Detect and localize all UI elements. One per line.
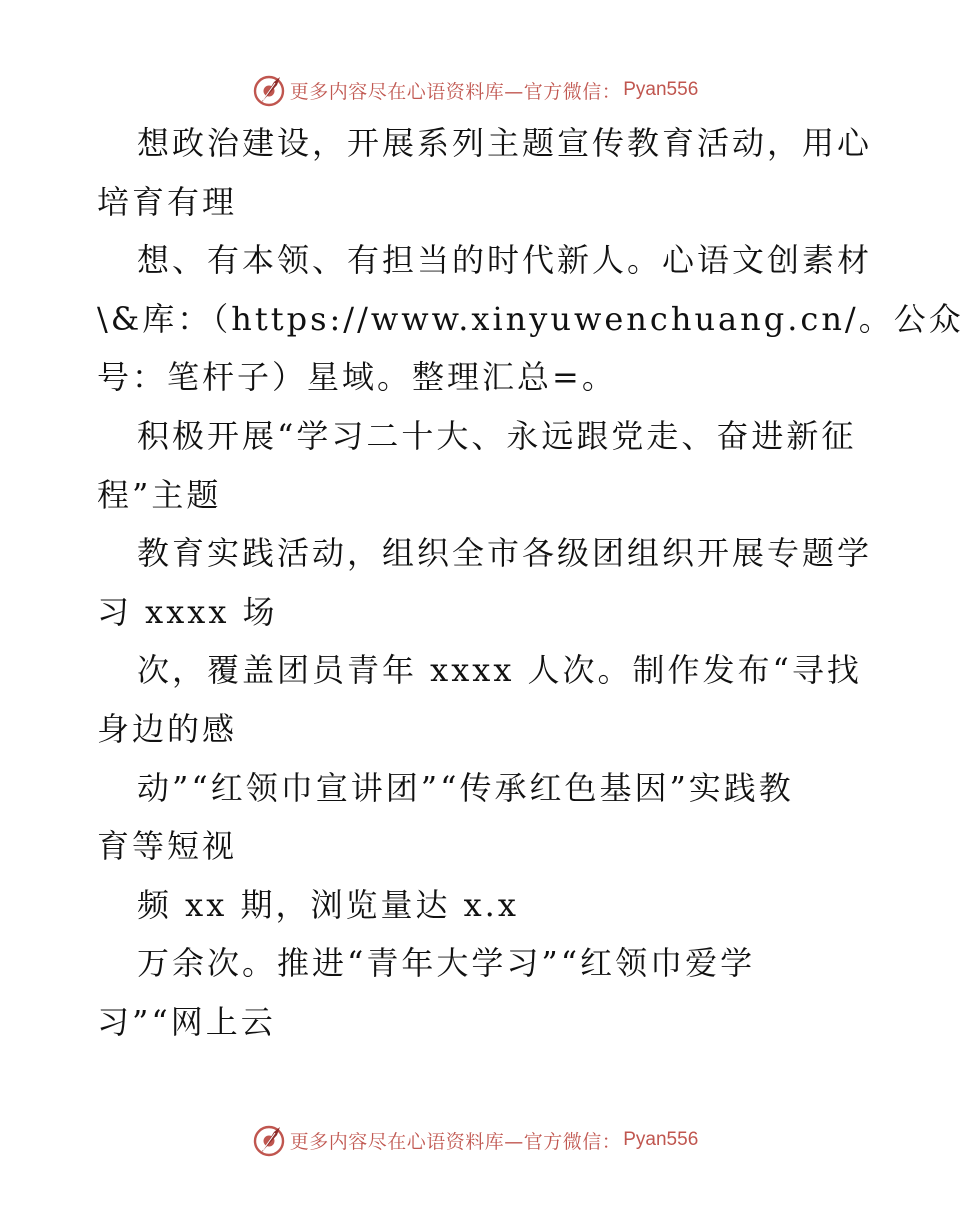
body-line: 习 xxxx 场	[97, 592, 278, 631]
body-line: 教育实践活动，组织全市各级团组织开展专题学	[137, 534, 873, 573]
body-line: 身边的感	[97, 709, 238, 748]
body-line: 培育有理	[97, 182, 238, 221]
body-line: 程”主题	[97, 475, 222, 514]
body-line: \&库：（https://www.xinyuwenchuang.cn/。公众	[97, 299, 964, 338]
header-wechat-id: Pyan556	[623, 79, 699, 100]
body-line: 频 xx 期，浏览量达 x.x	[137, 885, 519, 924]
quill-circle-logo-icon	[252, 73, 286, 107]
body-line: 想、有本领、有担当的时代新人。心语文创素材	[137, 241, 873, 280]
footer-banner-text: 更多内容尽在心语资料库—官方微信：	[289, 1130, 622, 1153]
body-line: 动”“红领巾宣讲团”“传承红色基因”实践教	[137, 768, 794, 807]
footer-watermark-banner	[0, 1122, 950, 1158]
document-body	[97, 114, 964, 1052]
body-line: 习”“网上云	[97, 1002, 276, 1041]
body-line: 想政治建设，开展系列主题宣传教育活动，用心	[137, 124, 873, 162]
body-line: 育等短视	[97, 827, 238, 866]
body-line: 次，覆盖团员青年 xxxx 人次。制作发布“寻找	[137, 651, 862, 690]
header-banner-text: 更多内容尽在心语资料库—官方微信：	[289, 80, 622, 103]
body-line: 万余次。推进“青年大学习”“红领巾爱学	[137, 944, 756, 983]
body-line: 积极开展“学习二十大、永远跟党走、奋进新征	[137, 416, 857, 455]
quill-circle-logo-icon	[252, 1123, 286, 1157]
header-watermark-banner	[0, 72, 950, 108]
body-line: 号：笔杆子）星域。整理汇总=。	[97, 358, 617, 397]
footer-wechat-id: Pyan556	[623, 1129, 699, 1150]
